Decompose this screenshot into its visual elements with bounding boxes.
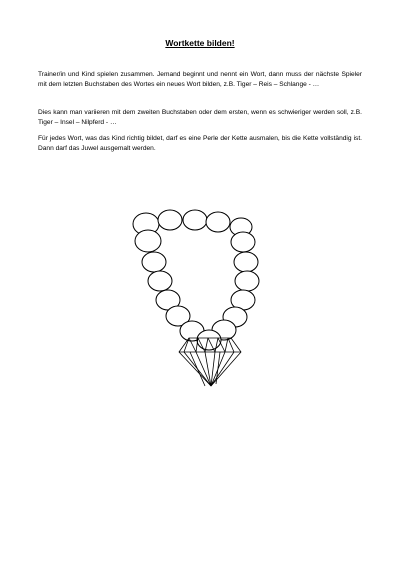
- pearl: [206, 212, 230, 232]
- pearl: [148, 271, 172, 291]
- pearl-chain: [133, 210, 259, 350]
- instruction-paragraph-2: Dies kann man variieren mit dem zweiten Buchstaben oder dem ersten, wenn es schwieriger werden soll, z.B. Tiger – Insel – Nilpferd - …: [38, 109, 362, 126]
- page-title: Wortkette bilden!: [165, 38, 235, 48]
- diamond-facet: [184, 352, 215, 386]
- instruction-paragraph-1: Trainer/in und Kind spielen zusammen. Jemand beginnt und nennt ein Wort, dann muss der nächste Spieler mit dem letzten Buchstaben des Wortes ein neues Wort bilden, z.B. Tiger – Reis – Schlange - …: [38, 71, 362, 88]
- pearl: [231, 232, 255, 252]
- pearl: [158, 210, 182, 230]
- instruction-paragraph-3: Für jedes Wort, was das Kind richtig bildet, darf es eine Perle der Kette ausmalen, bis die Kette vollständig ist. Dann darf das Juwel ausgemalt werden.: [38, 135, 362, 152]
- pearl: [235, 271, 259, 291]
- pearl: [135, 230, 161, 252]
- pearl: [183, 210, 207, 230]
- pearl: [234, 252, 258, 272]
- pearl: [142, 252, 166, 272]
